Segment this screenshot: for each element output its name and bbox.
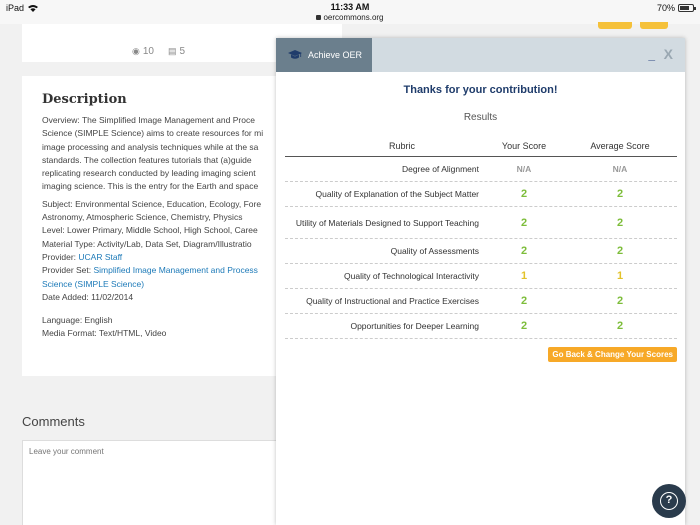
average-score: 1 [616, 270, 624, 282]
rubric-label: Degree of Alignment [401, 164, 479, 174]
comments-title: Comments [22, 414, 85, 429]
document-icon: ▤ [167, 46, 177, 56]
minimize-button[interactable]: _ [648, 48, 655, 62]
brand-name: Achieve OER [308, 50, 363, 60]
subject-line: Subject: Environmental Science, Education, Ecology, Fore [42, 198, 262, 209]
description-body [42, 114, 282, 341]
provider-set-label: Provider Set: [42, 265, 94, 276]
close-button[interactable]: X [663, 46, 673, 62]
your-score: 2 [520, 216, 528, 229]
status-right [657, 3, 694, 13]
average-score: 2 [616, 295, 624, 307]
overview-line: Science (SIMPLE Science) aims to create resources for mi [42, 128, 264, 139]
material-type-line: Material Type: Activity/Lab, Data Set, Diagram/Illustratio [42, 238, 252, 249]
views-count: 10 [142, 46, 154, 57]
top-action-button-2[interactable] [640, 22, 668, 29]
go-back-change-scores-button[interactable]: Go Back & Change Your Scores [548, 347, 677, 362]
comment-input[interactable] [29, 447, 269, 456]
table-row [285, 182, 677, 207]
table-row [285, 264, 677, 289]
average-score: 2 [616, 188, 624, 200]
device-name: iPad [6, 3, 25, 13]
lock-icon [316, 15, 321, 20]
table-row [285, 289, 677, 314]
average-score: N/A [612, 164, 628, 174]
average-score: 2 [616, 216, 624, 229]
provider-link[interactable]: UCAR Staff [78, 251, 123, 262]
your-score: 2 [520, 295, 528, 307]
overview-line: Overview: The Simplified Image Management and Proce [42, 115, 255, 125]
table-row [285, 157, 677, 182]
graduation-cap-icon [288, 49, 302, 61]
average-score: 2 [616, 320, 624, 332]
brand-tab [276, 38, 372, 72]
clock: 11:33 AM [330, 2, 370, 12]
saves-stat [168, 46, 185, 57]
address-bar[interactable] [0, 13, 700, 22]
rubric-label: Quality of Technological Interactivity [344, 271, 479, 281]
question-icon: ? [660, 492, 678, 510]
level-line: Level: Lower Primary, Middle School, High School, Caree [42, 225, 258, 236]
saves-count: 5 [179, 46, 186, 57]
your-score: 1 [520, 270, 528, 282]
table-row [285, 239, 677, 264]
provider-label: Provider: [42, 251, 79, 262]
battery-percent: 70% [656, 3, 675, 13]
achieve-oer-modal [276, 38, 685, 525]
battery-icon [678, 4, 694, 12]
language-line: Language: English [42, 315, 113, 326]
provider-set-link-2[interactable]: Science (SIMPLE Science) [42, 278, 145, 289]
provider-set-line [42, 264, 282, 277]
rubric-header-row [285, 135, 677, 157]
rubric-label: Quality of Instructional and Practice Exercises [306, 296, 479, 306]
provider-set-link[interactable]: Simplified Image Management and Process [93, 265, 258, 276]
table-row [285, 207, 677, 239]
average-score: 2 [616, 245, 624, 257]
your-score: 2 [520, 320, 528, 332]
thanks-heading: Thanks for your contribution! [403, 84, 558, 96]
table-row [285, 314, 677, 339]
your-score-column-header: Your Score [501, 140, 547, 151]
views-stat [132, 46, 154, 57]
comment-box[interactable] [22, 440, 282, 525]
date-added-line: Date Added: 11/02/2014 [42, 291, 134, 302]
overview-line: standards. The collection features tutorials that (a)guide [42, 154, 252, 165]
status-bar [0, 0, 700, 24]
overview-line: image processing and analysis techniques while at the sa [42, 141, 259, 152]
provider-line [42, 251, 282, 264]
media-format-line: Media Format: Text/HTML, Video [42, 328, 167, 339]
url-text: oercommons.org [323, 13, 384, 22]
top-action-button-1[interactable] [598, 22, 632, 29]
rubric-column-header: Rubric [388, 140, 415, 151]
average-score-column-header: Average Score [590, 140, 650, 151]
your-score: N/A [516, 164, 532, 174]
rubric-label: Quality of Explanation of the Subject Matter [315, 189, 479, 199]
rubric-label: Quality of Assessments [390, 246, 479, 256]
subject-line-2: Astronomy, Atmospheric Science, Chemistry, Physics [42, 212, 243, 223]
rubric-table [285, 135, 677, 339]
overview-line: imaging science. This is the entry for the Earth and space [42, 181, 259, 192]
modal-header [276, 38, 685, 72]
eye-icon: ◉ [132, 46, 140, 56]
description-title: Description [42, 92, 127, 107]
your-score: 2 [520, 245, 528, 257]
overview-line: replicating research conducted by leading imaging scient [42, 168, 256, 179]
your-score: 2 [520, 188, 528, 200]
help-button[interactable] [652, 484, 686, 518]
rubric-label: Utility of Materials Designed to Support Teaching [295, 217, 479, 228]
resource-stats [132, 46, 185, 57]
results-title: Results [463, 112, 498, 123]
rubric-label: Opportunities for Deeper Learning [350, 321, 479, 331]
